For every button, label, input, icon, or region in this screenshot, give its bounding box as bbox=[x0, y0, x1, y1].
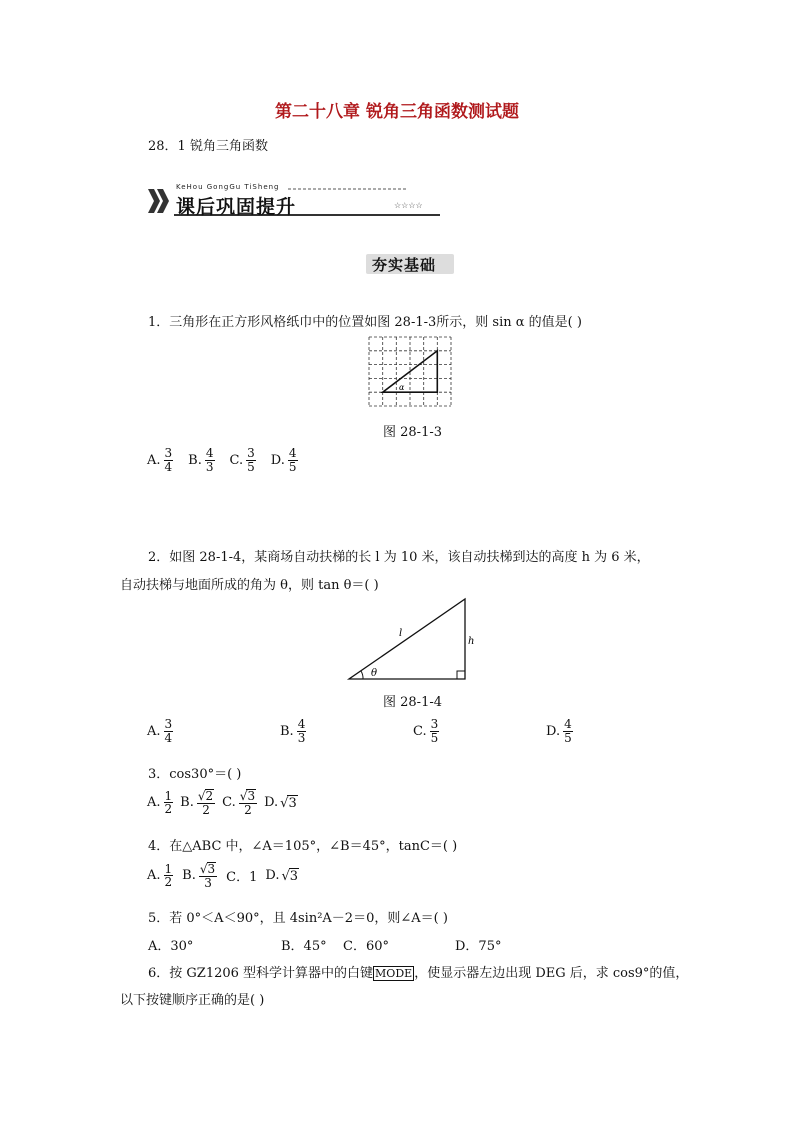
denominator: 3 bbox=[204, 875, 212, 890]
section-banner bbox=[148, 185, 440, 219]
option-label: D. bbox=[265, 868, 280, 884]
question-3-options bbox=[147, 789, 298, 816]
option-d[interactable] bbox=[271, 447, 299, 473]
option-label: B. bbox=[180, 795, 194, 811]
radicand: 3 bbox=[289, 868, 299, 884]
option-label: C. bbox=[413, 723, 427, 739]
option-b[interactable] bbox=[280, 718, 307, 744]
h-label: h bbox=[468, 636, 475, 647]
option-d[interactable] bbox=[546, 718, 574, 744]
numerator: √3 bbox=[239, 789, 256, 803]
option-d[interactable] bbox=[264, 795, 298, 811]
figure-28-1-3-grid-triangle bbox=[368, 336, 452, 408]
option-label: D. bbox=[270, 452, 285, 468]
option-label: A. bbox=[147, 795, 161, 811]
numerator: 4 bbox=[297, 717, 306, 731]
numerator: √2 bbox=[197, 789, 214, 803]
numerator: 3 bbox=[164, 446, 173, 460]
denominator: 3 bbox=[205, 459, 214, 474]
option-c[interactable]: C．60° bbox=[343, 939, 389, 954]
banner-pinyin: KeHou GongGu TiSheng bbox=[176, 183, 280, 191]
theta-label: θ bbox=[371, 668, 378, 679]
figure-28-1-4-escalator bbox=[344, 596, 475, 682]
denominator: 4 bbox=[164, 730, 173, 745]
denominator: 2 bbox=[164, 802, 173, 817]
question-6-text-a: 6．按 GZ1206 型科学计算器中的白键 bbox=[148, 966, 374, 981]
option-label: A. bbox=[147, 868, 161, 884]
option-d[interactable] bbox=[265, 868, 299, 884]
question-6-line-2: 以下按键顺序正确的是( ) bbox=[120, 993, 265, 1008]
denominator: 2 bbox=[202, 802, 210, 817]
question-6-text-b: ，使显示器左边出现 DEG 后，求 cos9°的值， bbox=[414, 966, 689, 981]
question-2-line-2: 自动扶梯与地面所成的角为 θ，则 tan θ＝( ) bbox=[120, 578, 379, 593]
numerator: 1 bbox=[164, 861, 173, 876]
numerator: 4 bbox=[564, 717, 572, 731]
banner-label: 课后巩固提升 bbox=[176, 196, 297, 218]
option-c[interactable] bbox=[230, 447, 257, 473]
banner-stars: ☆☆☆☆ bbox=[394, 201, 423, 210]
question-4-text: 4．在△ABC 中，∠A＝105°，∠B＝45°，tanC＝( ) bbox=[148, 839, 458, 854]
sqrt-symbol: √3 bbox=[280, 795, 297, 811]
numerator: 3 bbox=[430, 717, 439, 731]
numerator: 3 bbox=[247, 446, 255, 460]
option-a[interactable] bbox=[147, 718, 174, 744]
denominator: 3 bbox=[297, 730, 306, 745]
question-1-text: 1．三角形在正方形风格纸巾中的位置如图 28-1-3所示，则 sin α 的值是( ) bbox=[148, 315, 582, 330]
option-label: C. bbox=[229, 452, 244, 468]
denominator: 2 bbox=[244, 802, 252, 817]
option-c[interactable] bbox=[222, 789, 258, 816]
option-label: B. bbox=[188, 452, 202, 468]
option-c[interactable] bbox=[413, 718, 440, 744]
option-label: A. bbox=[147, 452, 161, 468]
question-3-text: 3．cos30°＝( ) bbox=[148, 767, 242, 782]
numerator: 4 bbox=[288, 446, 297, 460]
l-label: l bbox=[399, 628, 403, 639]
page-title: 第二十八章 锐角三角函数测试题 bbox=[275, 102, 519, 122]
denominator: 4 bbox=[164, 459, 173, 474]
question-4-options bbox=[147, 862, 299, 889]
subheading-badge bbox=[366, 254, 454, 274]
denominator: 5 bbox=[564, 730, 572, 745]
radicand: 3 bbox=[288, 795, 297, 811]
figure-1-caption: 图 28-1-3 bbox=[383, 425, 443, 440]
option-c[interactable]: C．1 bbox=[226, 870, 258, 886]
numerator: √3 bbox=[199, 862, 216, 876]
numerator: 4 bbox=[205, 446, 214, 460]
option-label: D. bbox=[546, 723, 561, 739]
numerator: 1 bbox=[164, 788, 173, 803]
sqrt-symbol: √3 bbox=[281, 868, 299, 884]
alpha-label: α bbox=[399, 383, 405, 392]
option-a[interactable] bbox=[147, 447, 174, 473]
radicand: 2 bbox=[205, 789, 214, 803]
option-a[interactable] bbox=[147, 790, 174, 816]
numerator: 3 bbox=[164, 717, 173, 731]
option-b[interactable] bbox=[180, 789, 216, 816]
denominator: 5 bbox=[247, 459, 255, 474]
question-2-line-1: 2．如图 28-1-4，某商场自动扶梯的长 l 为 10 米，该自动扶梯到达的高度 h 为 6 米， bbox=[148, 550, 650, 565]
option-label: B. bbox=[280, 723, 294, 739]
option-label: A. bbox=[147, 723, 161, 739]
figure-2-caption: 图 28-1-4 bbox=[383, 695, 443, 710]
option-b[interactable] bbox=[182, 862, 218, 889]
radicand: 3 bbox=[247, 789, 256, 803]
mode-key-label: MODE bbox=[375, 967, 413, 980]
option-label: C. bbox=[222, 795, 236, 811]
denominator: 5 bbox=[288, 459, 297, 474]
subheading-label: 夯实基础 bbox=[372, 256, 437, 274]
section-heading: 28．1 锐角三角函数 bbox=[148, 139, 268, 154]
radicand: 3 bbox=[207, 862, 216, 876]
option-b[interactable] bbox=[188, 447, 215, 473]
option-a[interactable] bbox=[147, 863, 174, 889]
option-label: D. bbox=[264, 795, 279, 811]
option-d[interactable]: D．75° bbox=[455, 939, 502, 954]
option-b[interactable]: B．45° bbox=[281, 939, 327, 954]
denominator: 2 bbox=[164, 875, 173, 890]
question-5-text: 5．若 0°＜A＜90°，且 4sin²A－2＝0，则∠A＝( ) bbox=[148, 911, 448, 926]
option-a[interactable]: A．30° bbox=[148, 939, 194, 954]
denominator: 5 bbox=[430, 730, 439, 745]
question-1-options bbox=[147, 447, 299, 473]
question-6-line-1 bbox=[148, 962, 688, 981]
option-label: B. bbox=[182, 868, 196, 884]
